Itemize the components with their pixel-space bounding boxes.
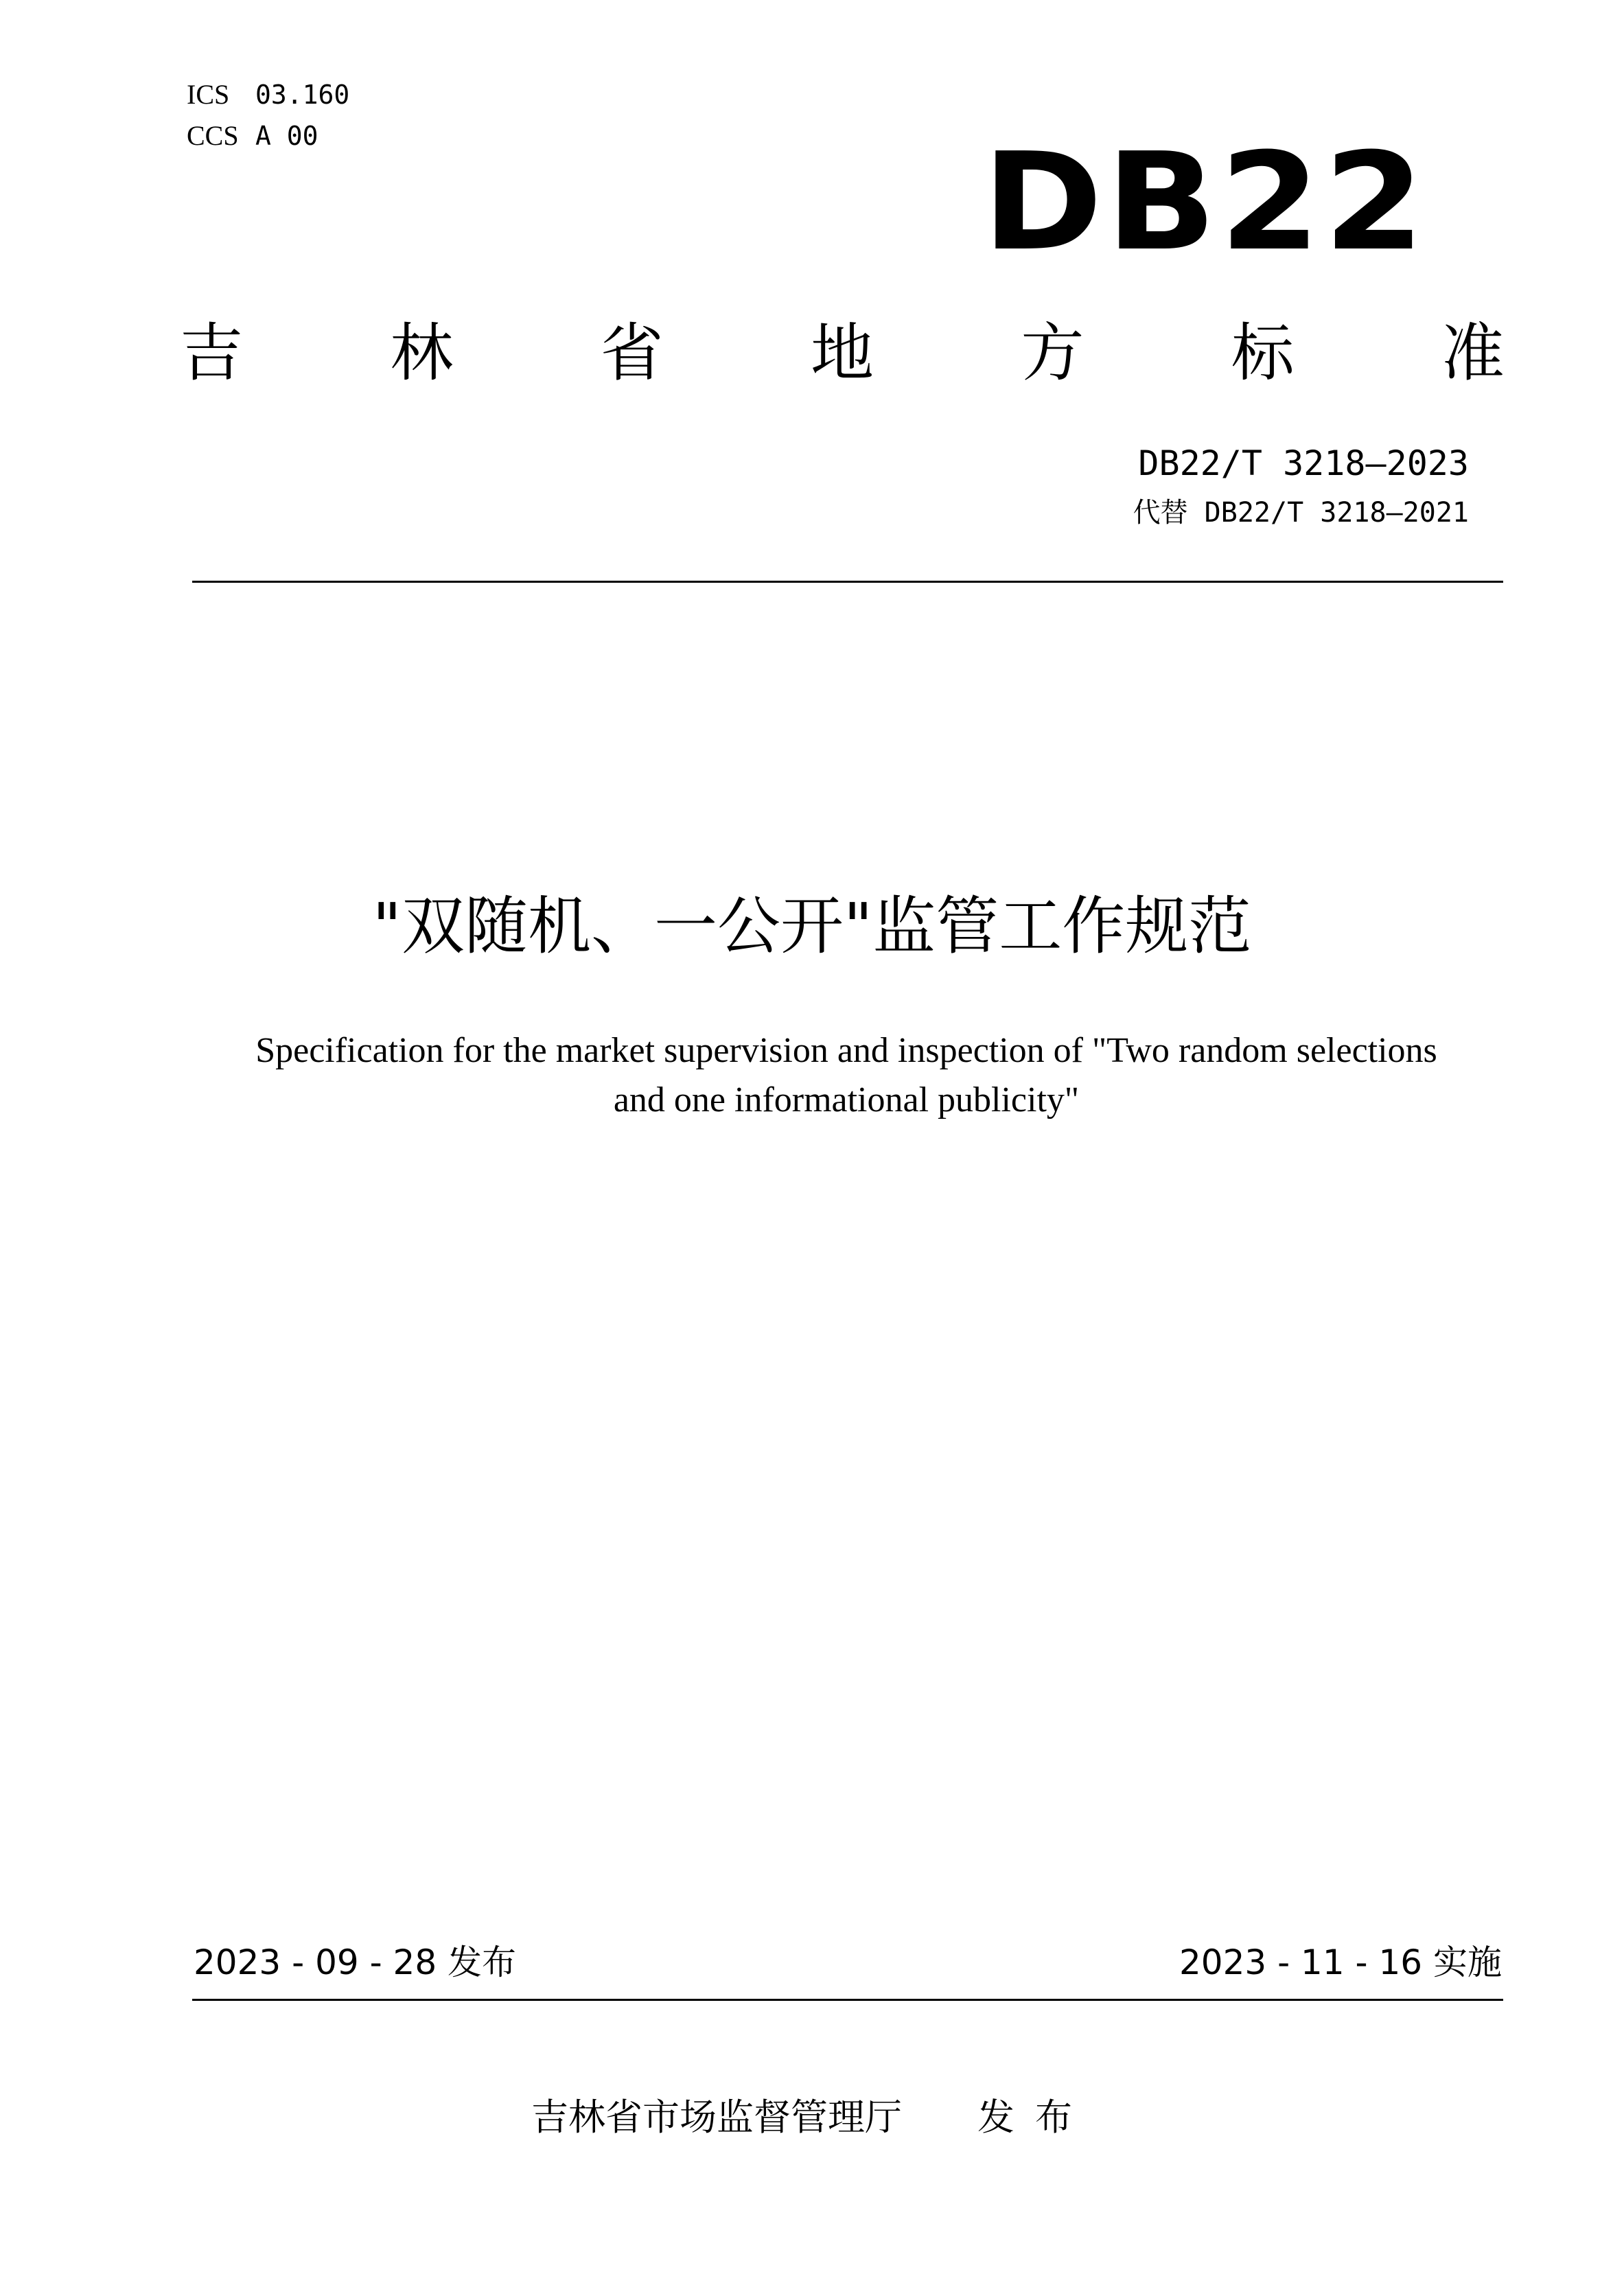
standard-type-heading <box>180 316 1505 391</box>
issue-action: 发布 <box>977 2096 1093 2139</box>
db22-logo: DB22 <box>982 124 1428 281</box>
standard-number: DB22/T 3218—2023 <box>1138 443 1469 483</box>
publish-date: 2023 - 09 - 28 发布 <box>194 1943 517 1982</box>
standard-type-char: 省 <box>600 316 664 390</box>
ics-code <box>187 79 349 111</box>
issuing-authority: 吉林省市场监督管理厅 <box>531 2096 902 2139</box>
english-title-line: and one informational publicity" <box>613 1080 1080 1120</box>
document-title-english <box>194 1026 1498 1125</box>
standard-type-char: 地 <box>810 316 874 390</box>
english-title-line: Specification for the market supervision and inspection of "Two random selections <box>255 1031 1437 1070</box>
standard-type-char: 吉 <box>180 316 244 390</box>
header-divider <box>192 581 1503 583</box>
replaces-standard: 代替 DB22/T 3218—2021 <box>1133 497 1469 529</box>
issuer-line <box>0 2094 1624 2142</box>
ics-value: 03.160 <box>255 80 350 110</box>
ccs-code <box>187 120 318 152</box>
ics-label: ICS <box>187 79 230 110</box>
standard-type-char: 林 <box>390 316 454 390</box>
standard-type-char: 方 <box>1021 316 1084 390</box>
ccs-value: A 00 <box>255 121 318 151</box>
standard-type-char: 标 <box>1231 316 1295 390</box>
ccs-label: CCS <box>187 120 239 151</box>
implementation-date: 2023 - 11 - 16 实施 <box>1179 1943 1502 1982</box>
standard-type-char: 准 <box>1441 316 1505 390</box>
document-title-chinese: "双随机、一公开"监管工作规范 <box>372 890 1252 963</box>
footer-divider <box>192 1999 1503 2001</box>
